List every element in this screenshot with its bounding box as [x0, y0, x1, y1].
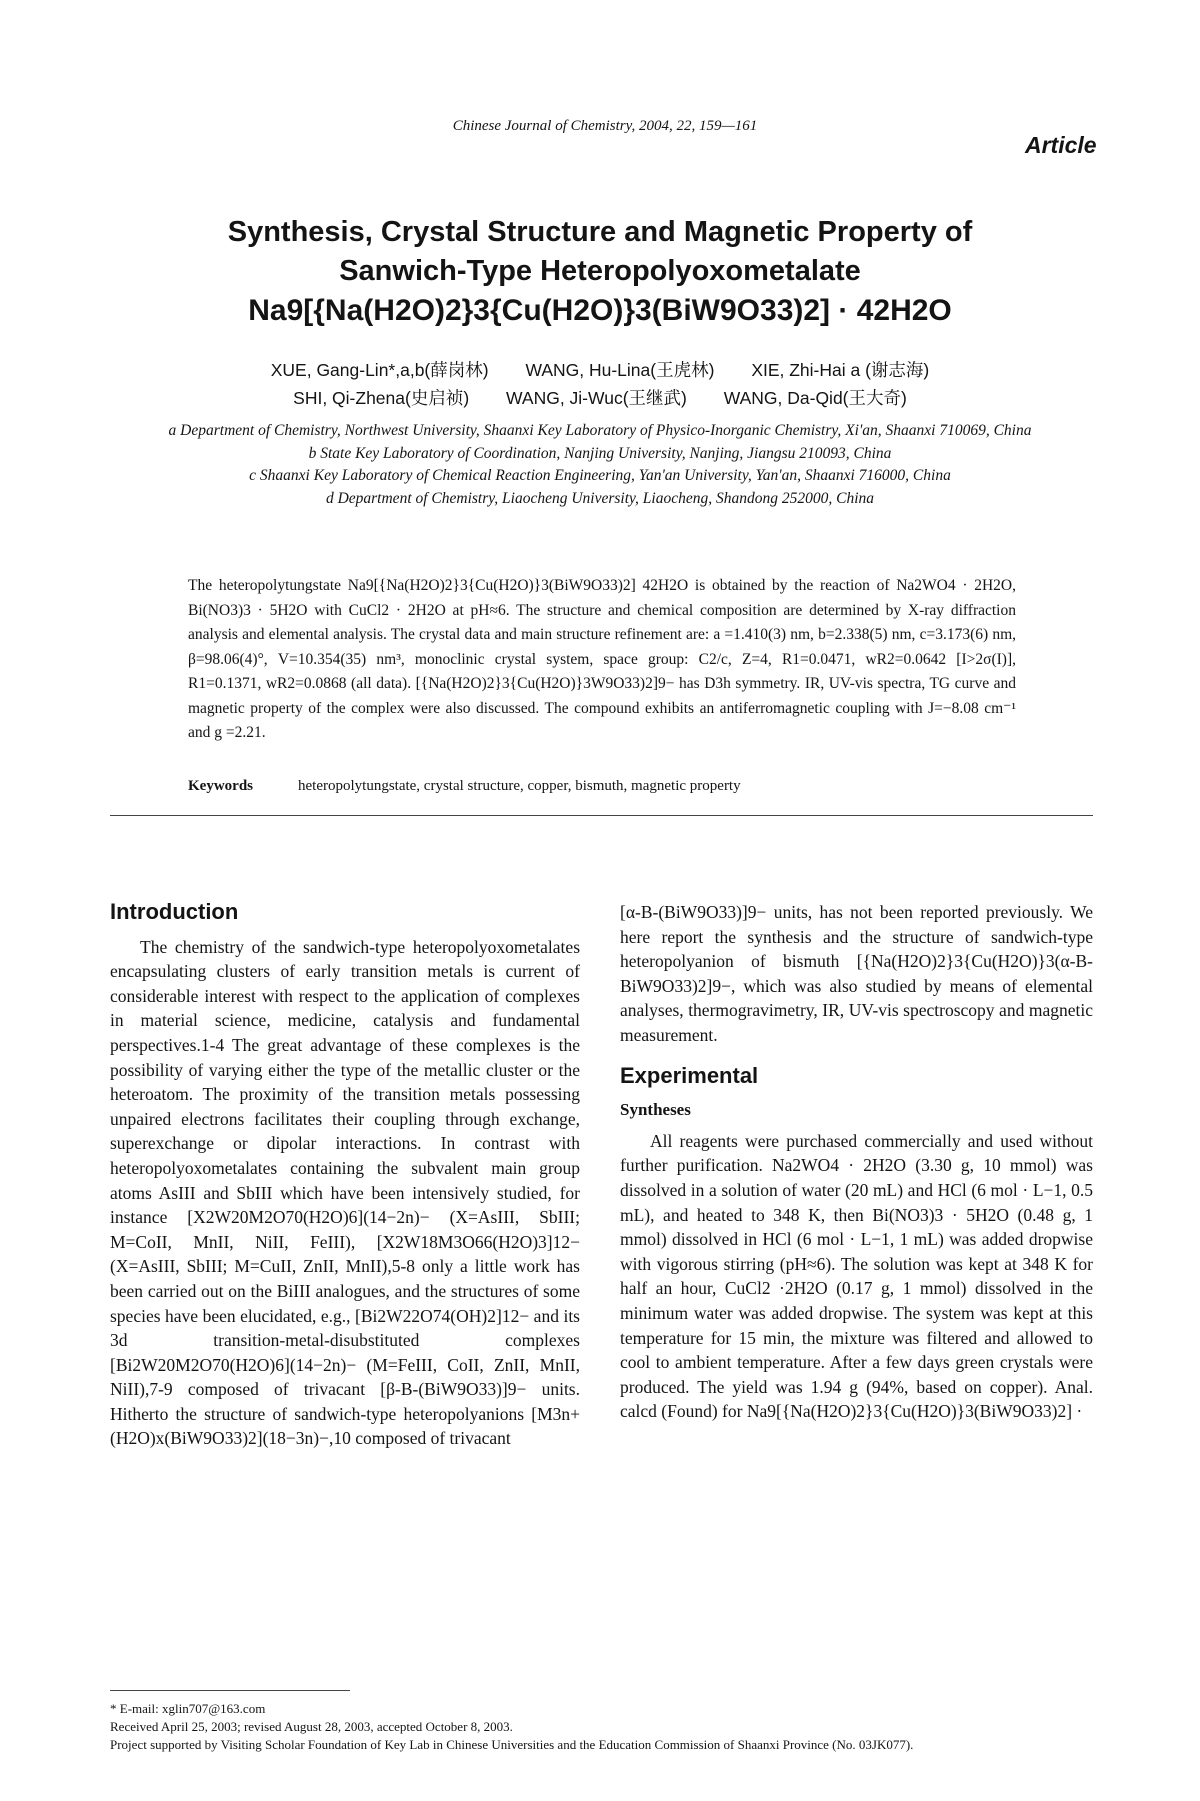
title-line-1: Synthesis, Crystal Structure and Magnetic Property of — [227, 216, 973, 248]
footnote-divider — [110, 1690, 350, 1691]
introduction-paragraph: The chemistry of the sandwich-type heteropolyoxometalates encapsulating clusters of early transition metals is current of considerable interest with respect to the application of complexes in material science, medicine, catalysis and fundamental perspectives.1-4 The great advantage of these complexes is the possibility of varying either the type of the metallic cluster or the heteroatom. The proximity of the transition metals possessing unpaired electrons facilitates their coupling through exchange, superexchange or dipolar interactions. In contrast with heteropolyoxometalates containing the subvalent main group atoms AsIII and SbIII which have been intensively studied, for instance [X2W20M2O70(H2O)6](14−2n)− (X=AsIII, SbIII; M=CoII, MnII, NiII, FeIII), [X2W18M3O66(H2O)3]12− (X=AsIII, SbIII; M=CuII, ZnII, MnII),5-8 only a little work has been carried out on the BiIII analogues, and the structures of some species have been elucidated, e.g., [Bi2W22O74(OH)2]12− and its 3d transition-metal-disubstituted complexes [Bi2W20M2O70(H2O)6](14−2n)− (M=FeIII, CoII, ZnII, MnII, NiII),7-9 composed of trivacant [β-B-(BiW9O33)]9− units. Hitherto the structure of sandwich-type heteropolyanions [M3n+(H2O)x(BiW9O33)2](18−3n)−,10 composed of trivacant — [110, 936, 580, 1449]
author-row-1 — [160, 356, 1040, 384]
affiliation: a Department of Chemistry, Northwest University, Shaanxi Key Laboratory of Physico-Inorganic Chemistry, Xi'an, Shaanxi 710069, China — [168, 422, 1032, 439]
affiliations — [130, 420, 1070, 510]
keywords-text: heteropolytungstate, crystal structure, copper, bismuth, magnetic property — [298, 778, 741, 794]
article-type-label: Article — [1025, 132, 1097, 158]
paper-title — [150, 213, 1050, 330]
keywords-label: Keywords — [188, 778, 253, 794]
author-list — [160, 356, 1040, 412]
footnote-dates: Received April 25, 2003; revised August 28, 2003, accepted October 8, 2003. — [110, 1719, 513, 1734]
right-column — [620, 900, 1093, 1424]
introduction-heading: Introduction — [110, 899, 239, 924]
journal-header: Chinese Journal of Chemistry, 2004, 22, 159—161 — [452, 118, 758, 134]
syntheses-paragraph: All reagents were purchased commercially and used without further purification. Na2WO4 · 2H2O (3.30 g, 10 mmol) was dissolved in a solution of water (20 mL) and HCl (6 mol · L−1, 0.5 mL), and heated to 348 K, then Bi(NO3)3 · 5H2O (0.48 g, 1 mmol) dissolved in HCl (6 mol · L−1, 1 mL) was added dropwise with vigorous stirring (pH≈6). The solution was kept at 348 K for half an hour, CuCl2 ·2H2O (0.17 g, 1 mmol) dissolved in the minimum water was added dropwise. The system was kept at this temperature for 15 min, the mixture was filtered and allowed to cool to ambient temperature. After a few days green crystals were produced. The yield was 1.94 g (94%, based on copper). Anal. calcd (Found) for Na9[{Na(H2O)2}3{Cu(H2O)}3(BiW9O33)2] · — [620, 1130, 1093, 1422]
footnote-funding: Project supported by Visiting Scholar Foundation of Key Lab in Chinese Universities and the Education Commission of Shaanxi Province (No. 03JK077). — [110, 1737, 914, 1752]
author-row-2 — [160, 384, 1040, 412]
author: WANG, Ji-Wuc(王继武) — [506, 388, 687, 408]
keywords — [188, 778, 1016, 795]
author: SHI, Qi-Zhena(史启祯) — [293, 388, 470, 408]
title-line-2: Sanwich-Type Heteropolyoxometalate — [339, 255, 861, 287]
left-column — [110, 900, 580, 1451]
author: XIE, Zhi-Hai a (谢志海) — [751, 360, 930, 380]
affiliation: d Department of Chemistry, Liaocheng University, Liaocheng, Shandong 252000, China — [325, 489, 875, 507]
abstract: The heteropolytungstate Na9[{Na(H2O)2}3{Cu(H2O)}3(BiW9O33)2] 42H2O is obtained by the reaction of Na2WO4 · 2H2O, Bi(NO3)3 · 5H2O with CuCl2 · 2H2O at pH≈6. The structure and chemical composition are determined by X-ray diffraction analysis and elemental analysis. The crystal data and main structure refinement are: a =1.410(3) nm, b=2.338(5) nm, c=3.173(6) nm, β=98.06(4)°, V=10.354(35) nm³, monoclinic crystal system, space group: C2/c, Z=4, R1=0.0471, wR2=0.0642 [I>2σ(I)], R1=0.1371, wR2=0.0868 (all data). [{Na(H2O)2}3{Cu(H2O)}3W9O33)2]9− has D3h symmetry. IR, UV-vis spectra, TG curve and magnetic property of the complex were also discussed. The compound exhibits an antiferromagnetic coupling with J=−8.08 cm⁻¹ and g =2.21. — [188, 577, 1016, 741]
experimental-heading: Experimental — [620, 1062, 759, 1088]
footnotes — [110, 1700, 1093, 1754]
syntheses-subheading: Syntheses — [620, 1100, 691, 1120]
footnote-email: * E-mail: xglin707@163.com — [110, 1701, 266, 1716]
author: WANG, Da-Qid(王大奇) — [723, 388, 907, 408]
section-divider — [110, 815, 1093, 816]
introduction-continued: [α-B-(BiW9O33)]9− units, has not been reported previously. We here report the synthesis and the structure of sandwich-type heteropolyanion of bismuth [{Na(H2O)2}3{Cu(H2O)}3(α-B-BiW9O33)2]9−, which was also studied by means of elemental analyses, thermogravimetry, IR, UV-vis spectroscopy and magnetic measurement. — [620, 902, 1093, 1045]
affiliation: c Shaanxi Key Laboratory of Chemical Reaction Engineering, Yan'an University, Yan'an, Shaanxi 716000, China — [249, 467, 951, 484]
author: XUE, Gang-Lin*,a,b(薛岗林) — [270, 360, 489, 380]
author: WANG, Hu-Lina(王虎林) — [525, 360, 715, 380]
title-formula: Na9[{Na(H2O)2}3{Cu(H2O)}3(BiW9O33)2] · 42H2O — [248, 294, 952, 327]
affiliation: b State Key Laboratory of Coordination, Nanjing University, Nanjing, Jiangsu 210093, China — [308, 444, 892, 462]
